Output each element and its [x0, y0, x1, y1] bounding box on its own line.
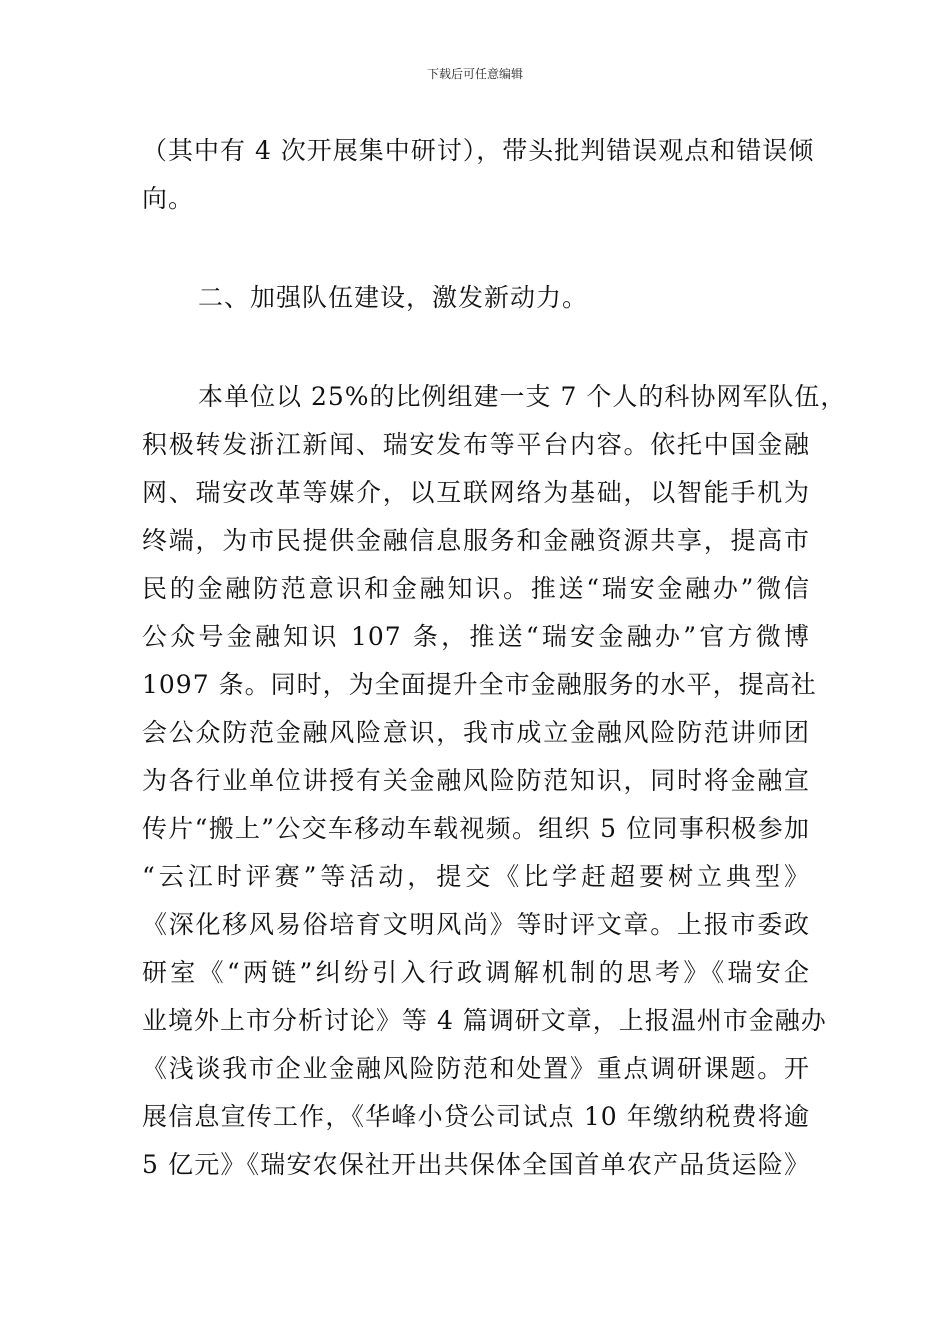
heading-line: 二、加强队伍建设，激发新动力。: [198, 283, 589, 312]
paragraph-line: “云江时评赛”等活动，提交《比学赶超要树立典型》: [142, 862, 810, 891]
paragraph-continuation: [142, 127, 815, 223]
paragraph-line: 本单位以 25%的比例组建一支 7 个人的科协网军队伍，: [198, 382, 847, 411]
paragraph-line: 业境外上市分析讨论》等 4 篇调研文章，上报温州市金融办: [142, 1006, 827, 1035]
section-heading: [142, 274, 810, 322]
paragraph-line: 公众号金融知识 107 条，推送“瑞安金融办”官方微博: [142, 622, 810, 651]
paragraph-line: 1097 条。同时，为全面提升全市金融服务的水平，提高社: [142, 670, 817, 699]
paragraph-line: 《深化移风易俗培育文明风尚》等时评文章。上报市委政: [142, 910, 810, 939]
paragraph-line: 《浅谈我市企业金融风险防范和处置》重点调研课题。开: [142, 1054, 810, 1083]
paragraph-line: 研室《“两链”纠纷引入行政调解机制的思考》《瑞安企: [142, 958, 810, 987]
paragraph-line: 积极转发浙江新闻、瑞安发布等平台内容。依托中国金融: [142, 430, 810, 459]
paragraph-line: 终端，为市民提供金融信息服务和金融资源共享，提高市: [142, 526, 810, 555]
paragraph-line: 会公众防范金融风险意识，我市成立金融风险防范讲师团: [142, 718, 810, 747]
page-header: 下载后可任意编辑: [426, 67, 523, 81]
paragraph-line: 为各行业单位讲授有关金融风险防范知识，同时将金融宣: [142, 766, 810, 795]
paragraph-line: 5 亿元》《瑞安农保社开出共保体全国首单农产品货运险》: [142, 1150, 810, 1179]
body-paragraph: [142, 373, 847, 1189]
paragraph-line: 民的金融防范意识和金融知识。推送“瑞安金融办”微信: [142, 574, 810, 603]
paragraph-line: 传片“搬上”公交车移动车载视频。组织 5 位同事积极参加: [142, 814, 810, 843]
paragraph-line: （其中有 4 次开展集中研讨），带头批判错误观点和错误倾: [142, 136, 815, 165]
paragraph-line: 网、瑞安改革等媒介，以互联网络为基础，以智能手机为: [142, 478, 810, 507]
paragraph-line: 向。: [142, 184, 195, 213]
paragraph-line: 展信息宣传工作，《华峰小贷公司试点 10 年缴纳税费将逾: [142, 1102, 810, 1131]
